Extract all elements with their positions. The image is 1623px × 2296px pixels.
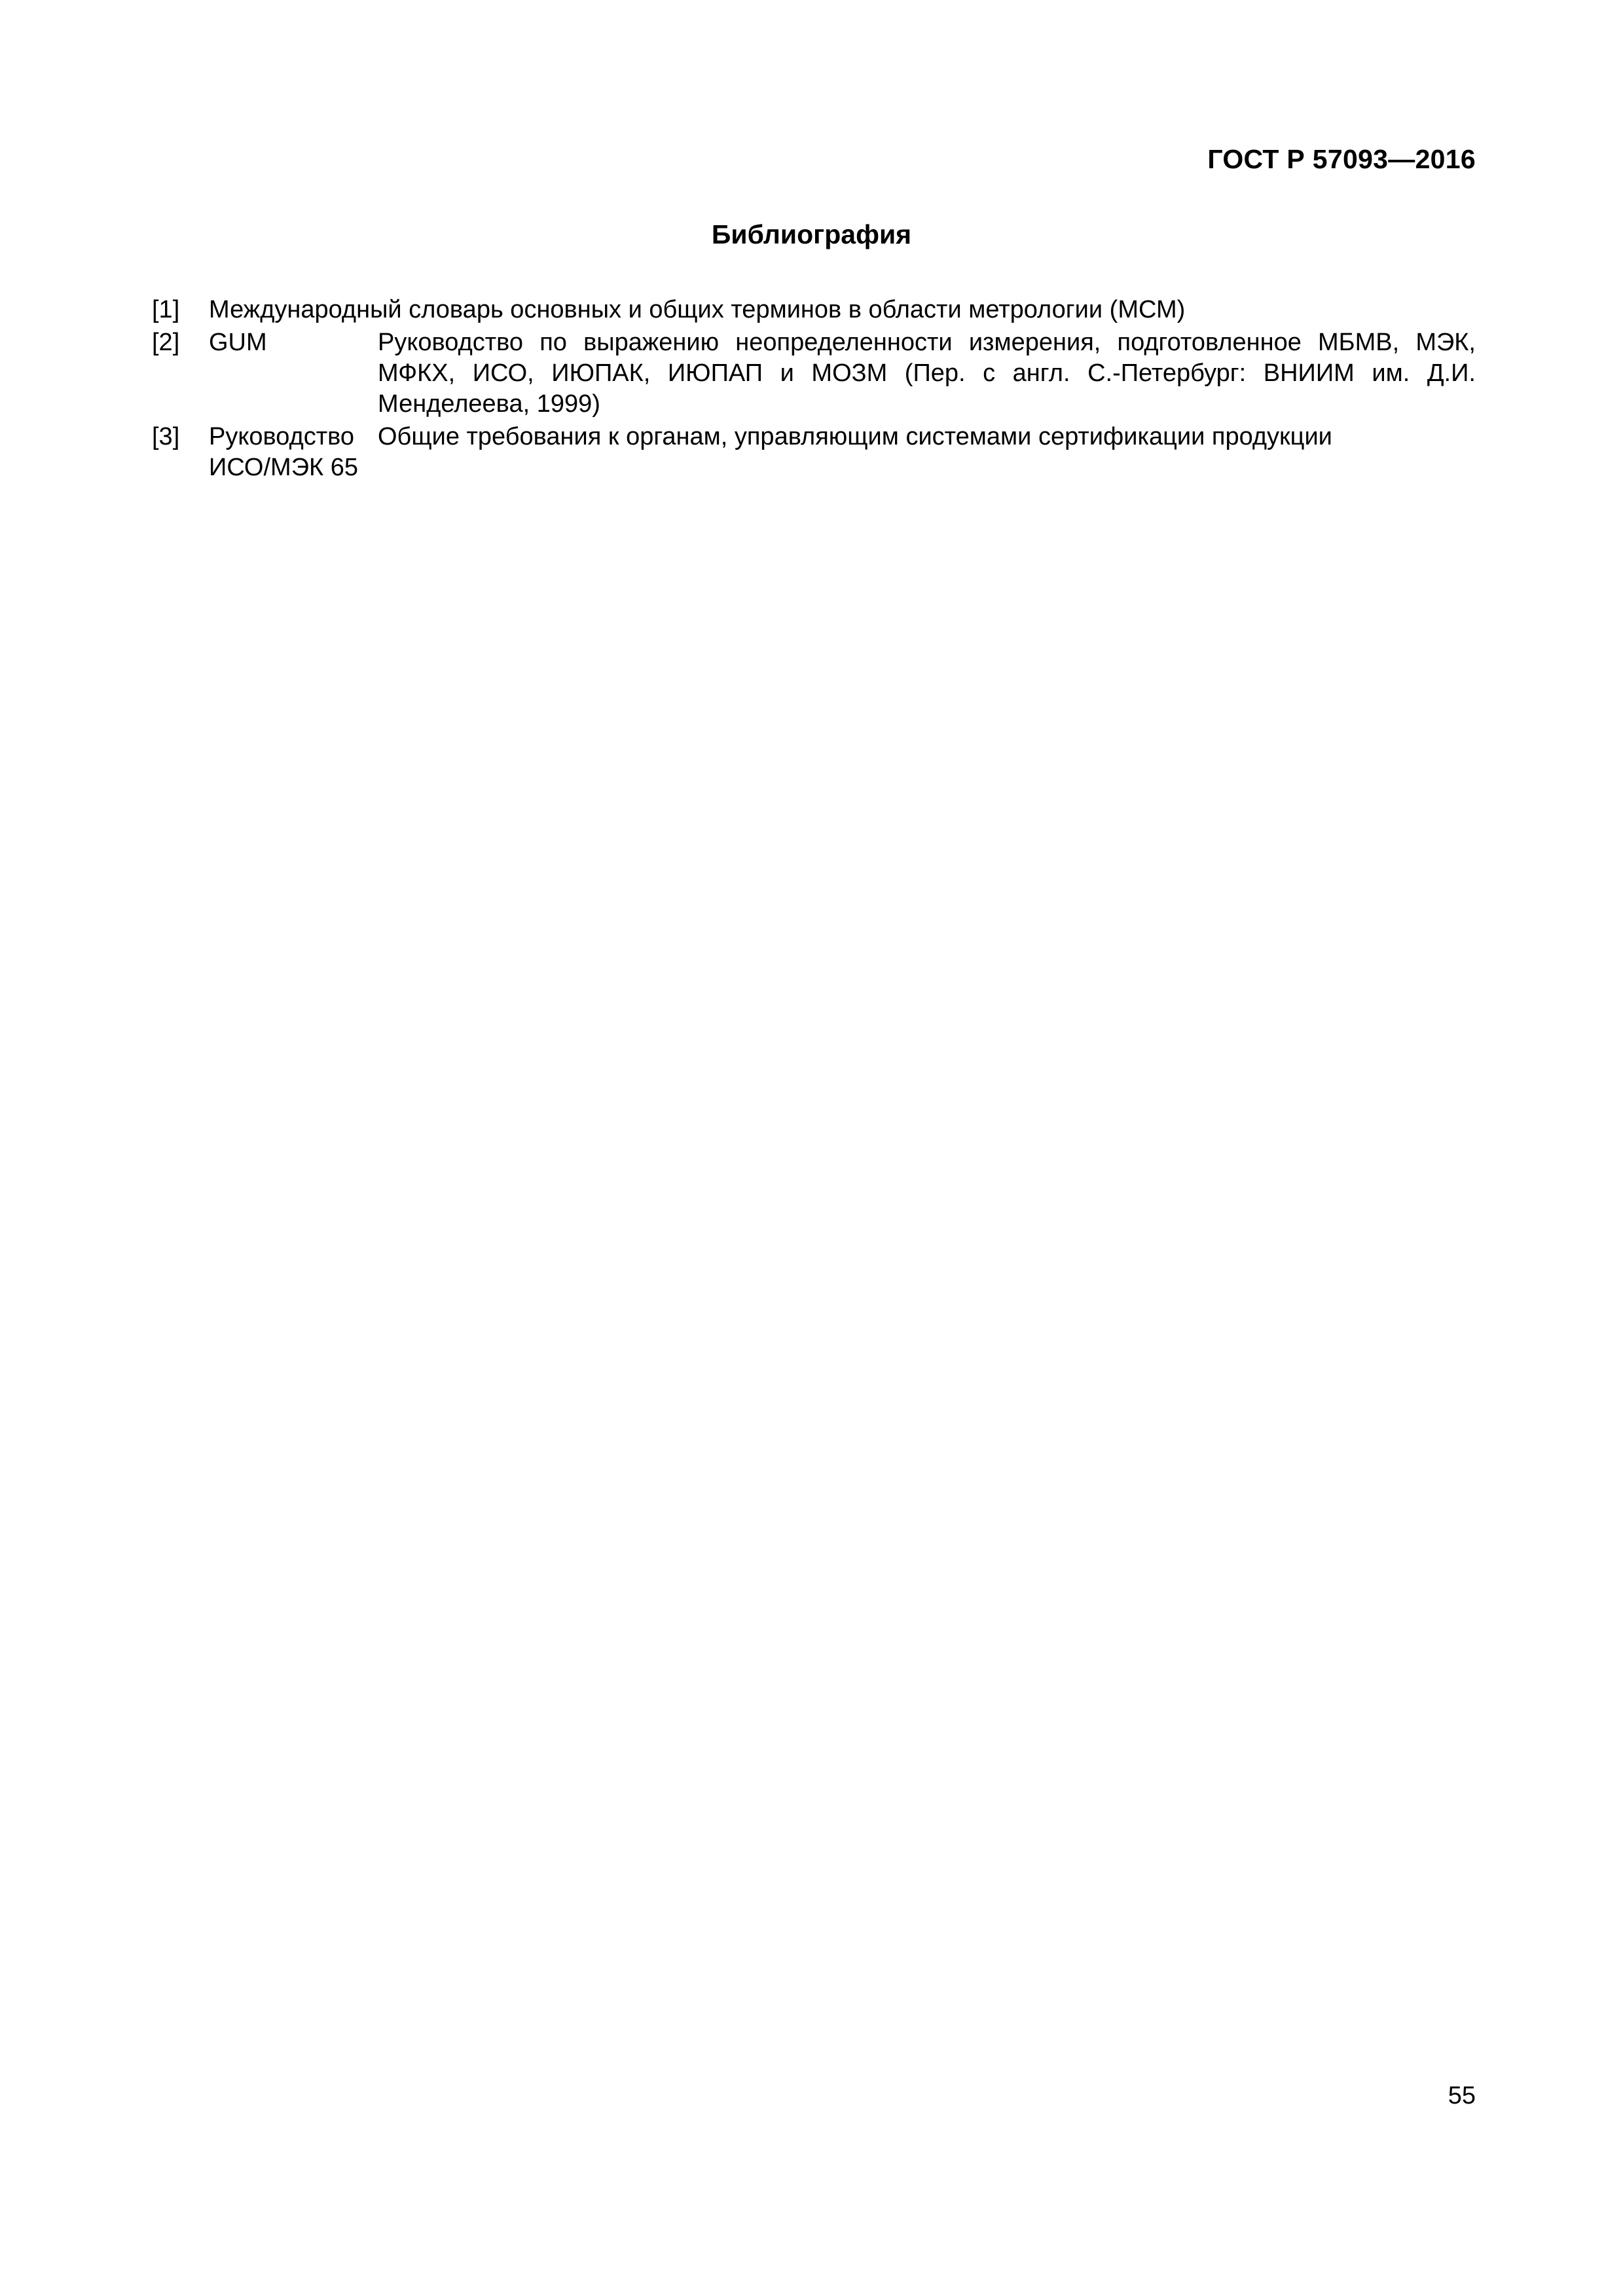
entry-number: [2] xyxy=(152,329,180,356)
entry-text: Общие требования к органам, управляющим системами сертификации продукции xyxy=(378,423,1332,450)
entry-number: [1] xyxy=(152,296,180,323)
bibliography-entry-2 xyxy=(152,327,1476,420)
bibliography-entry-1 xyxy=(152,295,1476,325)
entry-text: Руководство по выражению неопределенности измерения, подготовленное МБМВ, МЭК, МФКХ, ИСО, ИЮПАК, ИЮПАП и МОЗМ (Пер. с англ. С.-Петербург: ВНИИМ им. Д.И. Менделеева, 1999) xyxy=(378,329,1476,418)
entry-reference: GUM xyxy=(209,329,267,356)
entry-reference-line: Руководство xyxy=(209,423,355,450)
bibliography-entry-3 xyxy=(152,422,1476,483)
document-code: ГОСТ Р 57093—2016 xyxy=(1207,144,1476,174)
bibliography-list xyxy=(152,295,1476,485)
entry-number: [3] xyxy=(152,423,180,450)
entry-reference-line: ИСО/МЭК 65 xyxy=(209,454,358,481)
entry-reference xyxy=(209,422,378,483)
entry-text: Международный словарь основных и общих терминов в области метрологии (МСМ) xyxy=(209,296,1186,323)
section-title: Библиография xyxy=(711,219,912,249)
page-number: 55 xyxy=(1448,2082,1476,2109)
